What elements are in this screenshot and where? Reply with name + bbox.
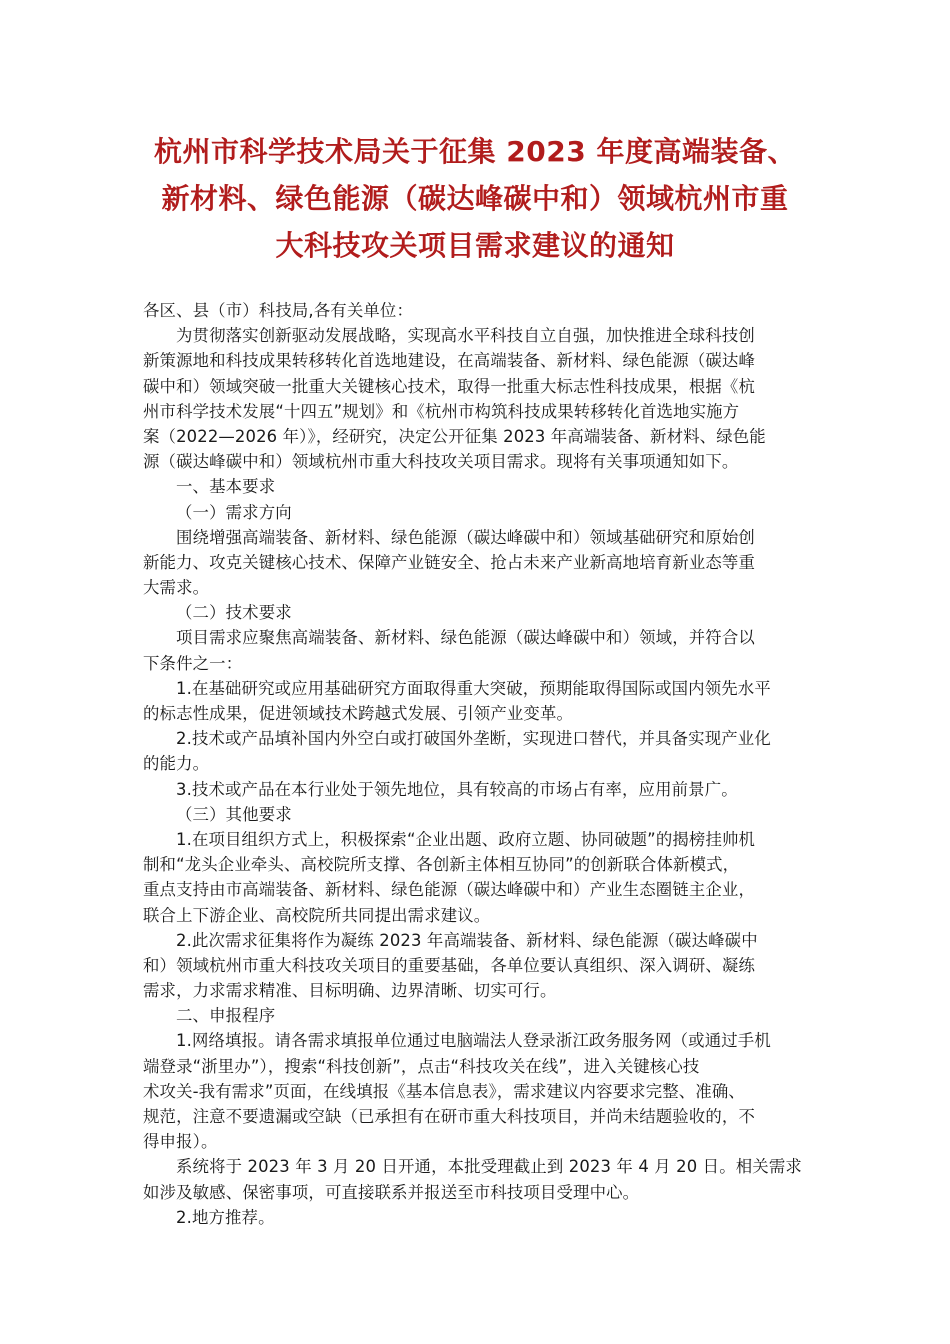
body-text-line: 为贯彻落实创新驱动发展战略，实现高水平科技自立自强，加快推进全球科技创 — [176, 326, 755, 346]
title-line: 大科技攻关项目需求建议的通知 — [275, 229, 675, 262]
body-text-line: 2.地方推荐。 — [176, 1207, 275, 1227]
body-text-line: 1.在项目组织方式上，积极探索“企业出题、政府立题、协同破题”的揭榜挂帅机 — [176, 829, 756, 849]
body-text-line: 各区、县（市）科技局,各有关单位： — [143, 301, 414, 320]
body-text-line: 术攻关-我有需求”页面，在线填报《基本信息表》，需求建议内容要求完整、准确、 — [143, 1081, 745, 1101]
title-line: 杭州市科学技术局关于征集 2023 年度高端装备、 — [154, 135, 796, 168]
body-text-line: 新能力、攻克关键核心技术、保障产业链安全、抢占未来产业新高地培育新业态等重 — [143, 552, 756, 572]
body-text-line: 和）领域杭州市重大科技攻关项目的重要基础，各单位要认真组织、深入调研、凝练 — [143, 955, 756, 975]
document-title — [130, 128, 820, 269]
body-text-line: （二）技术要求 — [176, 603, 292, 623]
body-text-line: （一）需求方向 — [176, 502, 292, 522]
body-text-line: 大需求。 — [143, 578, 210, 598]
body-text-line: 2.此次需求征集将作为凝练 2023 年高端装备、新材料、绿色能源（碳达峰碳中 — [176, 930, 758, 950]
body-text-line: 碳中和）领域突破一批重大关键核心技术，取得一批重大标志性科技成果，根据《杭 — [143, 376, 756, 396]
body-text-line: （三）其他要求 — [176, 804, 292, 824]
document-body — [143, 298, 813, 1230]
body-text-line: 一、基本要求 — [176, 477, 276, 497]
body-text-line: 二、申报程序 — [176, 1006, 276, 1026]
body-text-line: 1.在基础研究或应用基础研究方面取得重大突破，预期能取得国际或国内领先水平 — [176, 678, 771, 698]
body-text-line: 得申报）。 — [143, 1132, 218, 1152]
body-text-line: 的能力。 — [143, 754, 210, 774]
title-line: 新材料、绿色能源（碳达峰碳中和）领域杭州市重 — [161, 182, 789, 215]
body-text-line: 系统将于 2023 年 3 月 20 日开通，本批受理截止到 2023 年 4 月 20 日。相关需求 — [176, 1157, 802, 1177]
body-text-line: 下条件之一： — [143, 653, 243, 673]
body-text-line: 案（2022—2026 年）》，经研究，决定公开征集 2023 年高端装备、新材料、绿色能 — [143, 426, 766, 446]
body-text-line: 规范，注意不要遗漏或空缺（已承担有在研市重大科技项目，并尚未结题验收的，不 — [143, 1107, 756, 1126]
body-text-line: 端登录“浙里办”），搜索“科技创新”，点击“科技攻关在线”，进入关键核心技 — [143, 1056, 700, 1076]
body-text-line: 制和“龙头企业牵头、高校院所支撑、各创新主体相互协同”的创新联合体新模式， — [143, 855, 740, 875]
body-text-line: 新策源地和科技成果转移转化首选地建设，在高端装备、新材料、绿色能源（碳达峰 — [143, 351, 756, 371]
body-text-line: 的标志性成果，促进领域技术跨越式发展、引领产业变革。 — [143, 704, 574, 723]
body-text-line: 围绕增强高端装备、新材料、绿色能源（碳达峰碳中和）领域基础研究和原始创 — [176, 527, 755, 547]
body-text-line: 需求，力求需求精准、目标明确、边界清晰、切实可行。 — [143, 981, 557, 1001]
body-text-line: 重点支持由市高端装备、新材料、绿色能源（碳达峰碳中和）产业生态圈链主企业， — [143, 880, 756, 900]
body-text-line: 州市科学技术发展“十四五”规划》和《杭州市构筑科技成果转移转化首选地实施方 — [143, 401, 740, 421]
body-text-line: 1.网络填报。请各需求填报单位通过电脑端法人登录浙江政务服务网（或通过手机 — [176, 1031, 771, 1051]
body-text-line: 项目需求应聚焦高端装备、新材料、绿色能源（碳达峰碳中和）领域，并符合以 — [176, 628, 755, 648]
body-text-line: 源（碳达峰碳中和）领域杭州市重大科技攻关项目需求。现将有关事项通知如下。 — [143, 452, 739, 472]
body-text-line: 联合上下游企业、高校院所共同提出需求建议。 — [143, 905, 491, 925]
body-text-line: 3.技术或产品在本行业处于领先地位，具有较高的市场占有率，应用前景广。 — [176, 779, 738, 799]
body-text-line: 如涉及敏感、保密事项，可直接联系并报送至市科技项目受理中心。 — [143, 1182, 640, 1202]
body-text-line: 2.技术或产品填补国内外空白或打破国外垄断，实现进口替代，并具备实现产业化 — [176, 729, 771, 749]
